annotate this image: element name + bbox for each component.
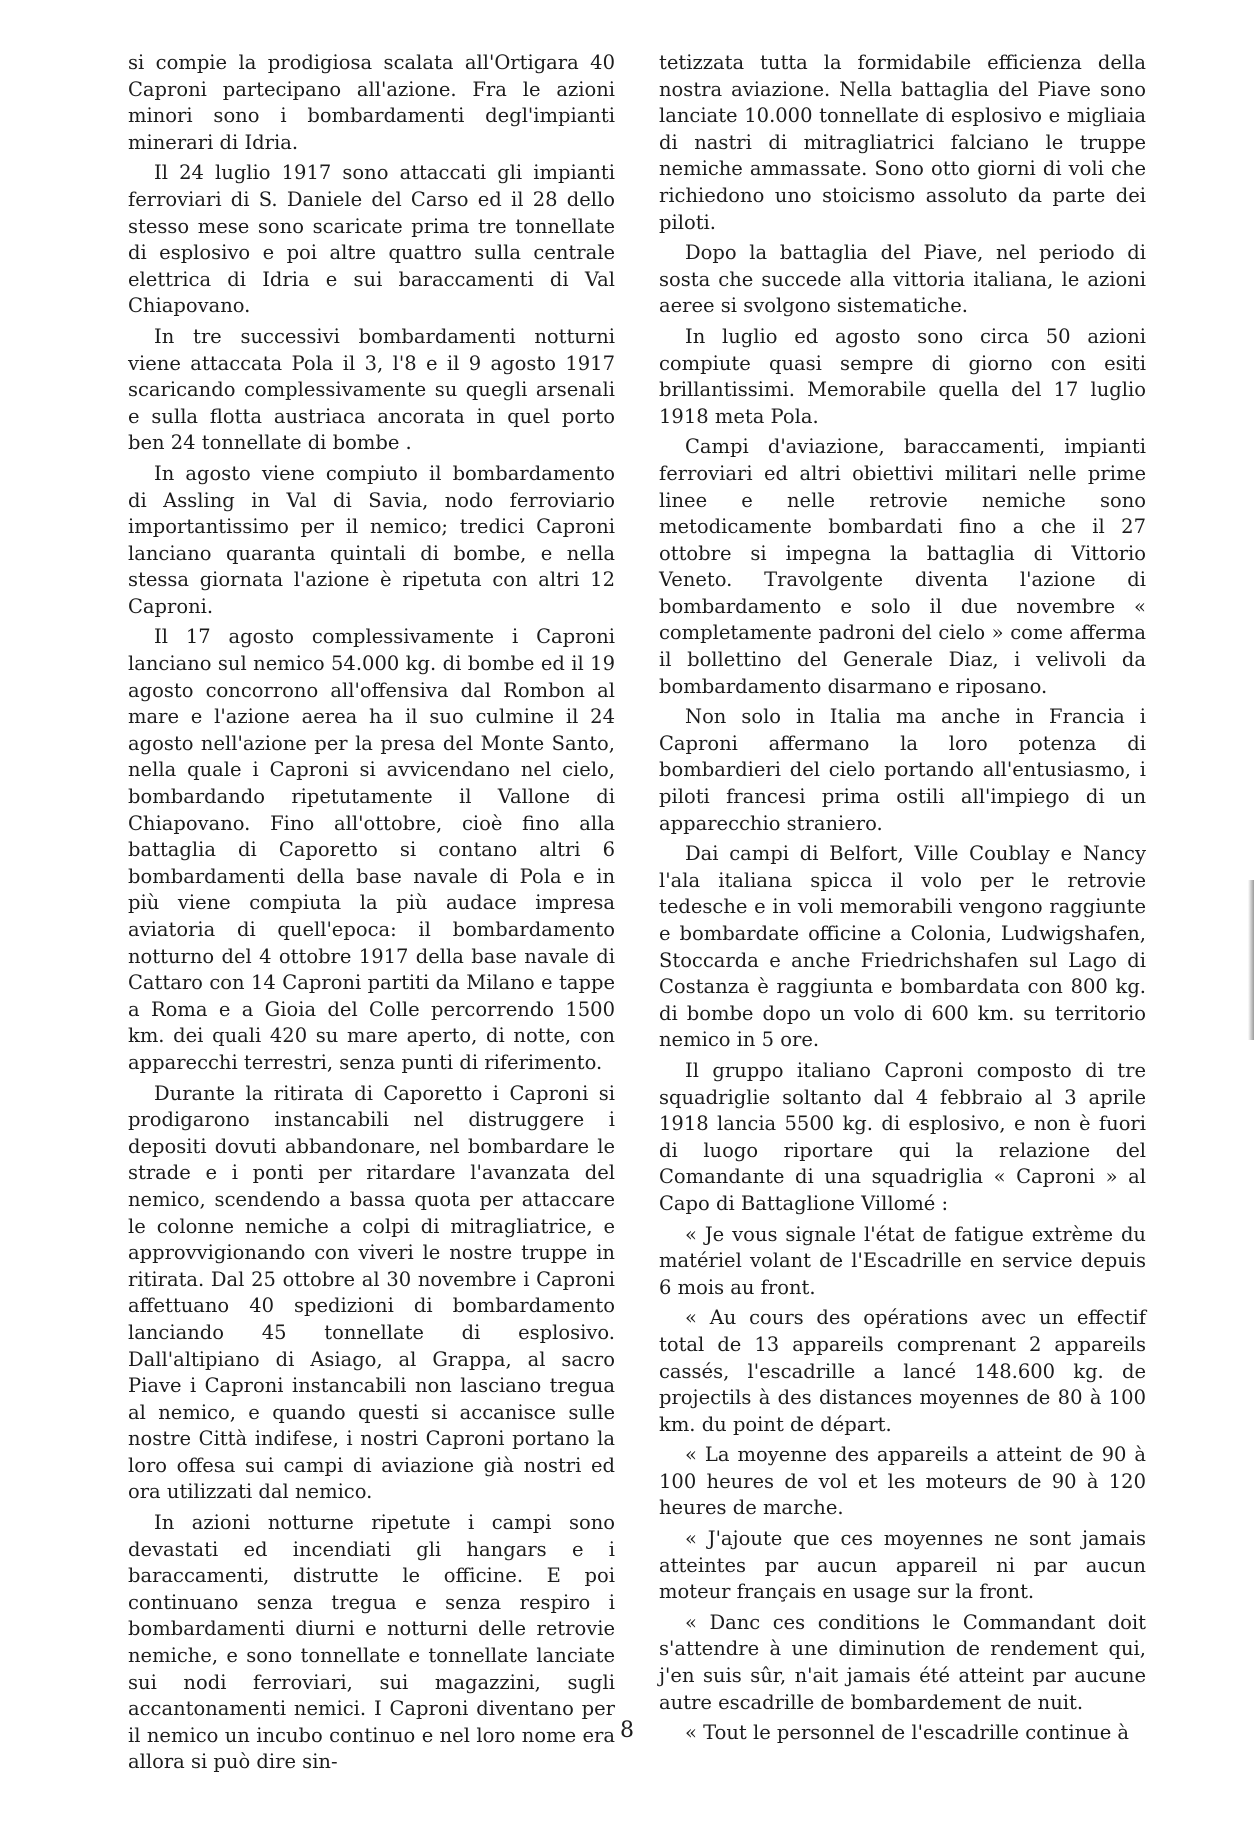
- paragraph: Campi d'aviazione, baraccamenti, impianti ferroviari ed altri obiettivi militari nelle prime linee e nelle retrovie nemiche sono metodicamente bombardati fino a che il 27 ottobre si impegna la battaglia di Vittorio Veneto. Travolgente diventa l'azione di bombardamento e solo il due novembre « completamente padroni del cielo » come afferma il bollettino del Generale Diaz, i velivoli da bombardamento disarmano e riposano.: [659, 435, 1146, 698]
- quoted-paragraph: « Au cours des opérations avec un effectif total de 13 appareils comprenant 2 appareils cassés, l'escadrille a lancé 148.600 kg. de projectils à des distances moyennes de 80 à 100 km. du point de départ.: [659, 1306, 1146, 1436]
- scan-edge-shadow: [1248, 880, 1254, 1040]
- paragraph: Non solo in Italia ma anche in Francia i Caproni affermano la loro potenza di bombardieri del cielo portando all'entusiasmo, i piloti francesi prima ostili all'impiego di un apparecchio straniero.: [659, 705, 1146, 835]
- paragraph: In azioni notturne ripetute i campi sono devastati ed incendiati gli hangars e i baraccamenti, distrutte le officine. E poi continuano senza tregua e senza respiro i bombardamenti diurni e notturni delle retrovie nemiche, e sono tonnellate e tonnellate lanciate sui nodi ferroviari, sui magazzini, sugli accantonamenti nemici. I Caproni diventano per il nemico un incubo continuo e nel loro nome era allora si può dire sin-: [128, 1511, 615, 1774]
- paragraph: Dopo la battaglia del Piave, nel periodo di sosta che succede alla vittoria italiana, le azioni aeree si svolgono sistematiche.: [659, 241, 1146, 318]
- paragraph: si compie la prodigiosa scalata all'Ortigara 40 Caproni partecipano all'azione. Fra le azioni minori sono i bombardamenti degl'impianti minerari di Idria.: [128, 51, 615, 154]
- paragraph: In tre successivi bombardamenti notturni viene attaccata Pola il 3, l'8 e il 9 agosto 1917 scaricando complessivamente su quegli arsenali e sulla flotta austriaca ancorata in quel porto ben 24 tonnellate di bombe .: [128, 324, 615, 455]
- paragraph: Dai campi di Belfort, Ville Coublay e Nancy l'ala italiana spicca il volo per le retrovie tedesche e in voli memorabili vengono raggiunte e bombardate officine a Colonia, Ludwigshafen, Stoccarda e anche Friedrichshafen sul Lago di Costanza è raggiunta e bombardata con 800 kg. di bombe dopo un volo di 600 km. su territorio nemico in 5 ore.: [659, 842, 1146, 1052]
- paragraph: Il 24 luglio 1917 sono attaccati gli impianti ferroviari di S. Daniele del Carso ed il 28 dello stesso mese sono scaricate prima tre tonnellate di esplosivo e poi altre quattro sulla centrale elettrica di Idria e sui baraccamenti di Val Chiapovano.: [128, 161, 615, 318]
- page-number: 8: [620, 1718, 634, 1743]
- quoted-paragraph: « Danc ces conditions le Commandant doit s'attendre à une diminution de rendement qui, j'en suis sûr, n'ait jamais été atteint par aucune autre escadrille de bombardement de nuit.: [659, 1610, 1146, 1714]
- paragraph: Il 17 agosto complessivamente i Caproni lanciano sul nemico 54.000 kg. di bombe ed il 19 agosto concorrono all'offensiva dal Rombon al mare e l'azione aerea ha il suo culmine il 24 agosto nell'azione per la presa del Monte Santo, nella quale i Caproni si avvicendano nel cielo, bombardando ripetutamente il Vallone di Chiapovano. Fino all'ottobre, cioè fino alla battaglia di Caporetto si contano altri 6 bombardamenti della base navale di Pola e in più viene compiuta la più audace impresa aviatoria di quell'epoca: il bombardamento notturno del 4 ottobre 1917 della base navale di Cattaro con 14 Caproni partiti da Milano e tappe a Roma e a Gioia del Colle percorrendo 1500 km. dei quali 420 su mare aperto, di notte, con apparecchi terrestri, senza punti di riferimento.: [128, 625, 615, 1074]
- paragraph: In luglio ed agosto sono circa 50 azioni compiute quasi sempre di giorno con esiti brillantissimi. Memorabile quella del 17 luglio 1918 meta Pola.: [659, 324, 1146, 428]
- paragraph: In agosto viene compiuto il bombardamento di Assling in Val di Savia, nodo ferroviario importantissimo per il nemico; tredici Caproni lanciano quaranta quintali di bombe, e nella stessa giornata l'azione è ripetuta con altri 12 Caproni.: [128, 461, 615, 618]
- paragraph: Il gruppo italiano Caproni composto di tre squadriglie soltanto dal 4 febbraio al 3 aprile 1918 lancia 5500 kg. di esplosivo, e non è fuori di luogo riportare qui la relazione del Comandante di una squadriglia « Caproni » al Capo di Battaglione Villomé :: [659, 1058, 1146, 1215]
- right-text-column: [659, 50, 1146, 1751]
- left-text-column: [128, 50, 615, 1780]
- paragraph: Durante la ritirata di Caporetto i Caproni si prodigarono instancabili nel distruggere i depositi dovuti abbandonare, nel bombardare le strade e i ponti per ritardare l'avanzata del nemico, scendendo a bassa quota per attaccare le colonne nemiche a colpi di mitragliatrice, e approvvigionando con viveri le nostre truppe in ritirata. Dal 25 ottobre al 30 novembre i Caproni affettuano 40 spedizioni di bombardamento lanciando 45 tonnellate di esplosivo. Dall'altipiano di Asiago, al Grappa, al sacro Piave i Caproni instancabili non lasciano tregua al nemico, e quando questi si accanisce sulle nostre Città indifese, i nostri Caproni portano la loro offesa sui campi di aviazione già nostri ed ora utilizzati dal nemico.: [128, 1081, 615, 1504]
- quoted-paragraph: « Tout le personnel de l'escadrille continue à: [685, 1721, 1130, 1745]
- quoted-paragraph: « J'ajoute que ces moyennes ne sont jamais atteintes par aucun appareil ni par aucun moteur français en usage sur la front.: [659, 1527, 1146, 1604]
- paragraph: tetizzata tutta la formidabile efficienza della nostra aviazione. Nella battaglia del Piave sono lanciate 10.000 tonnellate di esplosivo e migliaia di nastri di mitragliatrici falciano le truppe nemiche ammassate. Sono otto giorni di voli che richiedono uno stoicismo assoluto da parte dei piloti.: [659, 51, 1146, 234]
- quoted-paragraph: « Je vous signale l'état de fatigue extrème du matériel volant de l'Escadrille en service depuis 6 mois au front.: [659, 1222, 1146, 1299]
- quoted-paragraph: « La moyenne des appareils a atteint de 90 à 100 heures de vol et les moteurs de 90 à 120 heures de marche.: [659, 1443, 1146, 1520]
